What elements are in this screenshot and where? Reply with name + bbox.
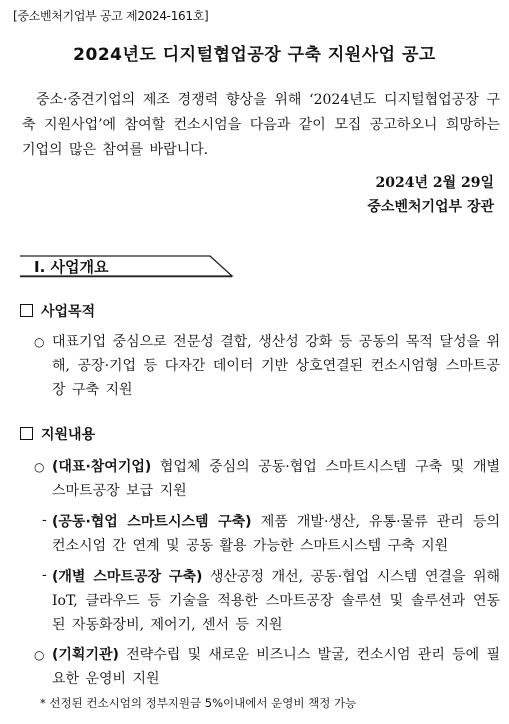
announcement-date: 2024년 2월 29일 [375,175,494,191]
item-text: 생산공정 개선, 공동·협업 시스템 연결을 위해 IoT, 클라우드 등 기술을 적용한 스마트공장 솔루션 및 솔루션과 연동된 자동화장비, 제어기, 센서 등 지원 [52,569,500,633]
circle-bullet-icon: ○ [34,648,45,662]
support-item-member-companies [52,455,500,503]
subheading-purpose [20,301,95,321]
item-text: 전략수립 및 새로운 비즈니스 발굴, 컨소시엄 관리 등에 필요한 운영비 지원 [52,647,500,687]
page-title: 2024년도 디지털협업공장 구축 지원사업 공고 [73,45,436,65]
item-label: (기획기관) [52,647,119,663]
subheading-support [20,424,95,444]
footnote: * 선정된 컨소시엄의 정부지원금 5%이내에서 운영비 책정 가능 [40,696,357,710]
dash-bullet-icon: - [42,512,47,528]
subheading-support-label: 지원내용 [41,427,96,443]
item-label: (대표·참여기업) [52,459,152,475]
subheading-purpose-label: 사업목적 [41,304,96,320]
notice-number: [중소벤처기업부 공고 제2024-161호] [13,9,209,23]
circle-bullet-icon: ○ [34,460,45,474]
dash-bullet-icon: - [42,567,47,583]
item-text: 협업체 중심의 공동·협업 스마트시스템 구축 및 개별 스마트공장 보급 지원 [52,459,500,499]
support-subitem-individual-factory [52,565,500,637]
item-label: (공동·협업 스마트시스템 구축) [52,514,252,530]
purpose-text: 대표기업 중심으로 전문성 결합, 생산성 강화 등 공동의 목적 달성을 위해, 공장·기업 등 다자간 데이터 기반 상호연결된 컨소시엄형 스마트공장 구축 지원 [52,334,500,398]
section-title: Ⅰ. 사업개요 [34,258,109,276]
circle-bullet-icon: ○ [34,335,45,349]
issuer-name: 중소벤처기업부 장관 [367,199,494,215]
support-item-planning-agency [52,643,500,691]
square-bullet-icon [20,304,33,317]
item-text: 제품 개발·생산, 유통·물류 관리 등의 컨소시엄 간 연계 및 공동 활용 가능한 스마트시스템 구축 지원 [52,514,501,554]
intro-text: 중소·중견기업의 제조 경쟁력 향상을 위해 ‘2024년도 디지털협업공장 구축 지원사업’에 참여할 컨소시엄을 다음과 같이 모집 공고하오니 희망하는 기업의 많은 참여를 바랍니다. [22,92,500,158]
item-label: (개별 스마트공장 구축) [52,569,203,585]
intro-paragraph [22,88,500,163]
support-subitem-collab-system [52,510,500,558]
square-bullet-icon [20,427,33,440]
